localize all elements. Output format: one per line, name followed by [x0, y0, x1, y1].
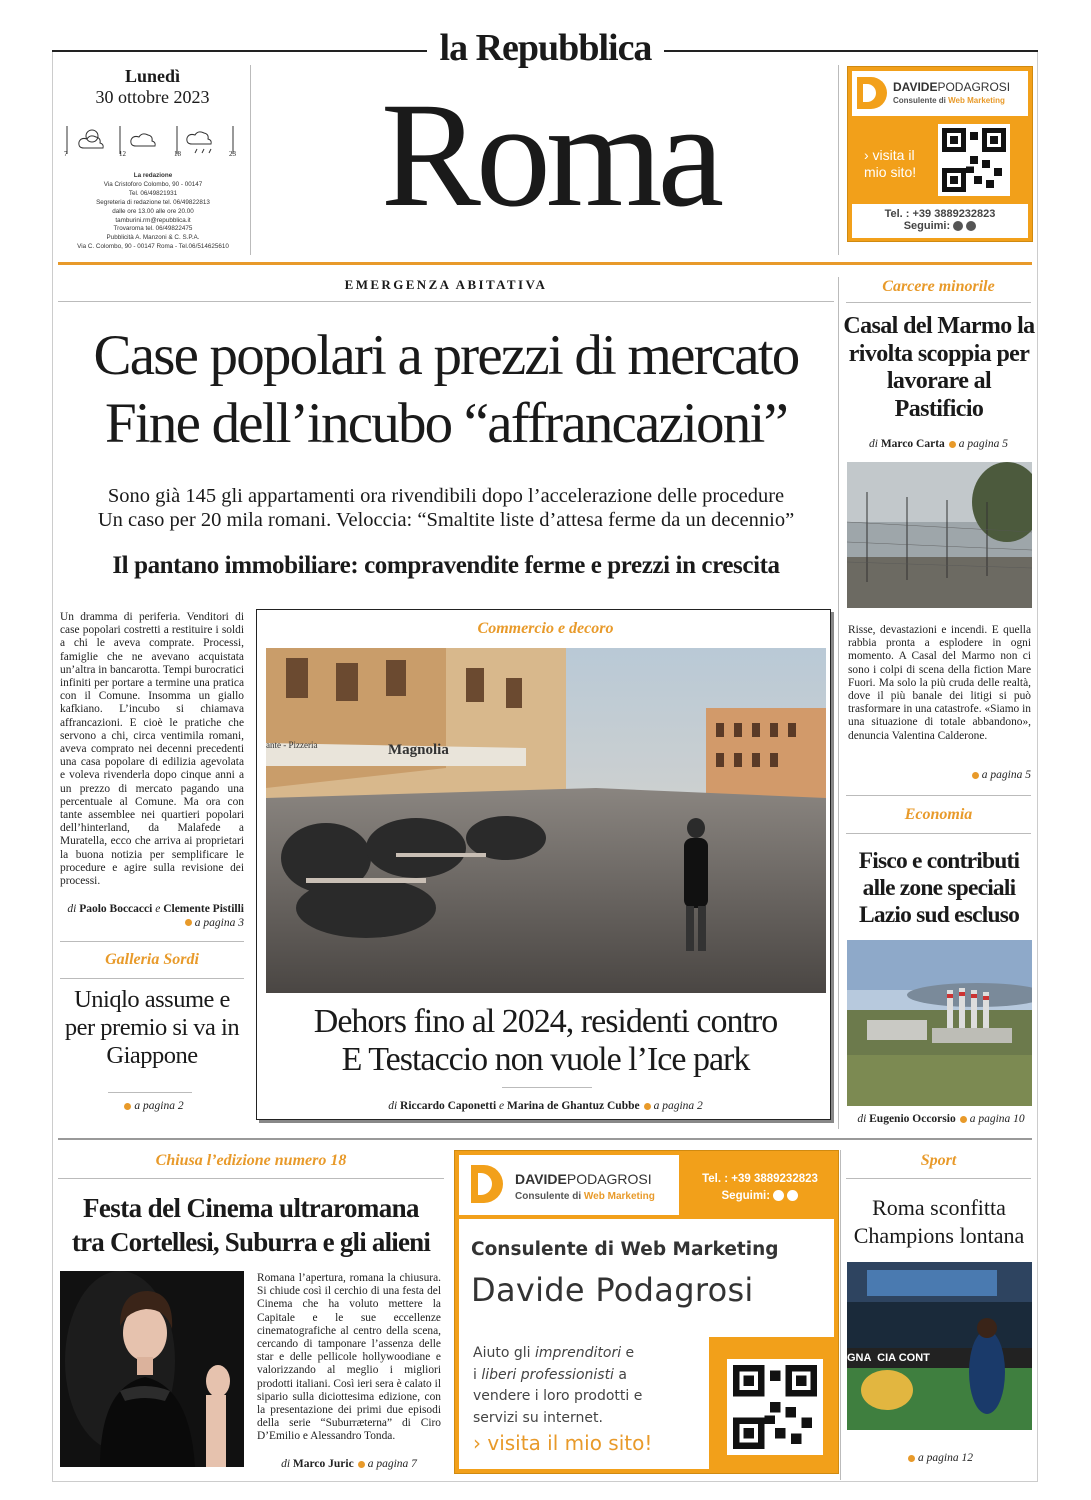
magnolia-sign: Magnolia	[388, 742, 449, 758]
section-label: EMERGENZA ABITATIVA	[344, 277, 548, 292]
bottom-ad-desc-part: e	[621, 1345, 635, 1361]
cinema-headline-1[interactable]: Festa del Cinema ultraromana	[83, 1193, 419, 1223]
pizzeria-sign: ante - Pizzeria	[266, 740, 318, 750]
right1-headline[interactable]: Casal del Marmo la rivolta scoppia per lavorare al Pastificio	[843, 313, 1035, 422]
byline-author[interactable]: Riccardo Caponetti	[400, 1100, 497, 1112]
football-photo[interactable]	[847, 1262, 1032, 1430]
top-ad-qr-icon[interactable]	[938, 124, 1010, 196]
bottom-ad[interactable]	[454, 1150, 839, 1474]
center-headline-1[interactable]: Dehors fino al 2024, residenti contro	[313, 1003, 778, 1040]
sport-kicker: Sport	[920, 1152, 957, 1169]
redazione-line: Pubblicità A. Manzoni & C. S.P.A.	[106, 234, 200, 242]
bottom-ad-title: Consulente di Web Marketing	[471, 1239, 779, 1260]
facebook-icon[interactable]	[966, 221, 976, 231]
weather-icons	[64, 122, 239, 160]
orange-dot-icon	[124, 1103, 131, 1110]
bottom-ad-qr-icon[interactable]	[727, 1359, 823, 1455]
prison-photo-image	[847, 462, 1032, 608]
page-ref[interactable]: a pagina 10	[969, 1113, 1025, 1125]
page-ref: a pagina 5	[981, 769, 1031, 781]
byline-author[interactable]: Eugenio Occorsio	[869, 1113, 956, 1125]
byline-author[interactable]: Marina de Ghantuz Cubbe	[507, 1100, 640, 1112]
redazione-line: Segreteria di redazione tel. 06/49822813	[96, 198, 210, 206]
page-ref[interactable]: a pagina 7	[367, 1458, 417, 1470]
bottom-ad-desc-line: servizi su internet.	[473, 1409, 603, 1426]
bottom-ad-desc-part: Aiuto gli	[473, 1345, 535, 1361]
bottom-ad-subtitle	[515, 1191, 655, 1202]
right1-body: Risse, devastazioni e incendi. E quella rabbia pronta a esplodere in ogni momento. A Casal del Marmo non ci sono i colpi di scena della fiction Mare Fuori. Ma solo la più cruda delle realtà, dove il più banale dei litigi si può trasformare in una catastrofe. «Siamo in una situazione di totale abbandono», denuncia Valentina Calderone.	[848, 624, 1031, 742]
top-ad-name-light: PODAGROSI	[937, 80, 1011, 94]
qr-code-icon	[942, 128, 1006, 192]
top-ad-name-bold: DAVIDE	[893, 80, 938, 94]
redazione-line[interactable]: tamburini.rm@repubblica.it	[115, 216, 191, 224]
piazza-photo[interactable]	[266, 648, 826, 993]
bottom-ad-header	[459, 1155, 679, 1215]
bottom-ad-name	[515, 1171, 652, 1187]
orange-dot-icon	[960, 1116, 967, 1123]
stadium-banner: GNA CIA CONT	[847, 1352, 930, 1364]
industrial-photo[interactable]	[847, 940, 1032, 1106]
redazione-info	[58, 172, 248, 252]
bottom-ad-desc-part: i	[473, 1366, 482, 1383]
temp-1: 7	[64, 150, 68, 158]
actress-photo-image	[60, 1271, 244, 1467]
cinema-rule	[58, 1178, 444, 1179]
instagram-icon[interactable]	[953, 221, 963, 231]
bottom-ad-desc	[459, 1337, 709, 1469]
byline-di: di	[281, 1458, 291, 1470]
date-day: Lunedì	[124, 66, 181, 86]
masthead-divider-right	[838, 65, 839, 255]
redazione-line: Via Cristoforo Colombo, 90 - 00147	[103, 180, 203, 188]
facebook-icon[interactable]	[787, 1190, 798, 1201]
masthead-rule-left	[52, 50, 427, 52]
byline-di: di	[388, 1100, 398, 1112]
page-ref: a pagina 12	[918, 1452, 973, 1464]
bottom-ad-desc-part: liberi professionisti	[481, 1366, 614, 1383]
temp-3: 18	[174, 150, 181, 158]
bottom-rule	[58, 1138, 1032, 1140]
redazione-line: Tel. 06/49821931	[128, 189, 178, 197]
bottom-ad-desc-line	[473, 1343, 709, 1365]
temp-2: 12	[119, 150, 126, 158]
right1-byline	[846, 438, 1031, 450]
actress-photo[interactable]	[60, 1271, 244, 1467]
orange-dot-icon	[949, 441, 956, 448]
page-ref: a pagina 2	[134, 1100, 184, 1112]
cinema-body: Romana l’apertura, romana la chiusura. Si chiude così il cerchio di una festa del Cinema che ha voluto mettere la Capitale e le sue eccellenze cinematografiche al centro della scena, cercando di tamponare l’assenza delle star e delle pellicole hollywoodiane e valorizzando al meglio i migliori prodotti italiani. Così ieri sera è calato il sipario sulla diciottesima edizione, con la presentazione dei primi due episodi della serie “Suburræterna” di Ciro D’Emilio e Alessandro Tonda.	[257, 1272, 441, 1443]
right2-kicker: Economia	[904, 806, 973, 823]
galleria-page-ref[interactable]	[60, 1100, 244, 1112]
right1-rule	[846, 302, 1031, 303]
top-ad-subtitle-b: Web Marketing	[948, 96, 1005, 105]
right2-headline[interactable]: Fisco e contributi alle zone speciali Lazio sud escluso	[858, 848, 1020, 928]
instagram-icon[interactable]	[773, 1190, 784, 1201]
top-ad[interactable]	[847, 66, 1033, 242]
qr-code-icon	[733, 1365, 817, 1449]
orange-dot-icon	[908, 1455, 915, 1462]
orange-dot-icon	[644, 1103, 651, 1110]
temp-4: 23	[229, 150, 236, 158]
masthead-rule-right	[664, 50, 1038, 52]
piazza-photo-image	[266, 648, 826, 993]
bottom-ad-name-bold: DAVIDE	[515, 1171, 567, 1187]
top-ad-subtitle-a: Consulente di	[893, 96, 949, 105]
page-ref[interactable]: a pagina 3	[194, 916, 244, 929]
lead-headline-1[interactable]: Case popolari a prezzi di mercato	[93, 324, 799, 387]
cinema-byline	[257, 1458, 441, 1470]
brand-logo[interactable]: la Repubblica	[439, 27, 652, 69]
galleria-kicker: Galleria Sordi	[105, 951, 199, 968]
byline-di: di	[67, 903, 77, 915]
bottom-ad-name-light: PODAGROSI	[566, 1171, 652, 1187]
top-ad-subtitle	[893, 96, 1005, 105]
section-rule	[58, 301, 834, 302]
lead-body: Un dramma di periferia. Venditori di case popolari costretti a restituire i soldi a chi le aveva comprate. Processi, famiglie che ne avevano acquistata un’altra in bancarotta. Tempi burocratici infiniti per portare a termine una pratica con il Comune. Insomma un giallo kafkiano. L’incubo si chiamava affrancazioni. E cioè le pratiche che servono a chi, circa ventimila romani, aveva comprato nei decenni precedenti una casa popolare di edilizia agevolata e voleva rivenderla dopo cinque anni a un prezzo di mercato pagando una percentuale al Comune. Ma ora con tante assemblee nei quartieri popolari dell’hinterland, da Malafede a Muratella, ecco che arriva ai proprietari la buona notizia per semplificare le procedure e agire sulla revisione dei processi.	[60, 611, 244, 888]
sport-headline-1[interactable]: Roma sconfitta	[872, 1195, 1006, 1220]
right1-page-ref-2[interactable]	[846, 769, 1031, 781]
byline-e: e	[155, 903, 161, 915]
top-ad-cta[interactable]: › visita il mio sito!	[864, 147, 917, 180]
galleria-headline[interactable]: Uniqlo assume e per premio si va in Giappone	[64, 986, 240, 1069]
bottom-ad-desc-line: vendere i loro prodotti e	[473, 1388, 643, 1404]
bottom-ad-subtitle-b: Web Marketing	[583, 1191, 655, 1202]
bottom-ad-desc-part: imprenditori	[534, 1345, 622, 1361]
masthead-orange-rule	[58, 262, 1032, 265]
bottom-ad-phone[interactable]: Tel. : +39 3889232823	[702, 1173, 818, 1185]
bottom-ad-contact	[685, 1171, 835, 1205]
weather-strip	[64, 122, 239, 160]
lead-byline	[60, 903, 244, 930]
lead-subhead-1: Sono già 145 gli appartamenti ora rivendibili dopo l’accelerazione delle procedure	[107, 485, 785, 507]
bottom-ad-title-box	[459, 1219, 834, 1337]
page-ref[interactable]: a pagina 2	[653, 1100, 703, 1112]
redazione-line: La redazione	[133, 172, 173, 179]
byline-author[interactable]: Clemente Pistilli	[163, 903, 244, 915]
bottom-ad-desc-line	[473, 1365, 709, 1387]
byline-author[interactable]: Marco Juric	[292, 1458, 354, 1470]
masthead-divider-left	[250, 65, 251, 255]
edition-title: Roma	[380, 72, 720, 238]
bottom-ad-social-label: Seguimi:	[721, 1190, 771, 1202]
top-ad-header	[852, 71, 1028, 116]
byline-author[interactable]: Marco Carta	[880, 438, 945, 450]
orange-dot-icon	[358, 1461, 365, 1468]
redazione-line: dalle ore 13.00 alle ore 20.00	[112, 207, 194, 215]
lead-subhead-2: Un caso per 20 mila romani. Veloccia: “Smaltite liste d’attesa ferme da un decennio”	[97, 509, 795, 531]
galleria-rule-short	[108, 1092, 192, 1093]
orange-dot-icon	[972, 772, 979, 779]
redazione-line: Trovaroma tel. 06/49822475	[113, 225, 193, 233]
bottom-ad-subtitle-a: Consulente di	[515, 1191, 584, 1202]
sport-divider	[840, 1150, 841, 1480]
byline-di: di	[857, 1113, 867, 1125]
bottom-ad-desc-part: a	[613, 1366, 627, 1383]
center-headline-2[interactable]: E Testaccio non vuole l’Ice park	[341, 1041, 750, 1078]
top-ad-name	[893, 80, 1010, 94]
galleria-rule-top	[60, 941, 244, 942]
side-headline[interactable]: Il pantano immobiliare: compravendite ferme e prezzi in crescita	[112, 552, 780, 579]
orange-dot-icon	[185, 919, 192, 926]
sport-rule	[846, 1178, 1031, 1179]
center-rule	[502, 1087, 592, 1088]
top-ad-footer	[852, 204, 1028, 238]
redazione-line: Via C. Colombo, 90 - 00147 Roma - Tel.06/514625610	[77, 243, 229, 251]
top-ad-social	[852, 220, 1028, 232]
sport-page-ref[interactable]	[846, 1452, 1031, 1464]
galleria-rule	[60, 978, 244, 979]
lead-headline-2[interactable]: Fine dell’incubo “affrancazioni”	[104, 392, 787, 455]
sport-headline-2[interactable]: Champions lontana	[853, 1223, 1025, 1248]
right1-kicker: Carcere minorile	[882, 278, 995, 295]
football-photo-image	[847, 1262, 1032, 1430]
bottom-ad-cta[interactable]: › visita il mio sito!	[473, 1431, 653, 1455]
right2-rule	[846, 833, 1031, 834]
right-column-divider	[838, 277, 839, 1129]
top-ad-social-label: Seguimi:	[903, 220, 951, 232]
prison-photo[interactable]	[847, 462, 1032, 608]
center-byline	[258, 1100, 833, 1112]
center-kicker: Commercio e decoro	[477, 620, 614, 637]
right2-byline	[846, 1113, 1036, 1125]
byline-author[interactable]: Paolo Boccacci	[79, 903, 153, 915]
byline-di: di	[869, 438, 878, 450]
byline-e: e	[499, 1100, 505, 1112]
industrial-photo-image	[847, 940, 1032, 1106]
top-ad-phone[interactable]: Tel. : +39 3889232823	[884, 208, 996, 220]
bottom-ad-social	[685, 1188, 835, 1205]
bottom-ad-name-big: Davide Podagrosi	[471, 1271, 754, 1309]
right2-rule-top	[846, 795, 1031, 796]
cinema-kicker: Chiusa l’edizione numero 18	[155, 1152, 347, 1169]
date-full: 30 ottobre 2023	[95, 87, 210, 107]
cinema-headline-2[interactable]: tra Cortellesi, Suburra e gli alieni	[71, 1227, 431, 1257]
page-ref[interactable]: a pagina 5	[958, 438, 1008, 450]
